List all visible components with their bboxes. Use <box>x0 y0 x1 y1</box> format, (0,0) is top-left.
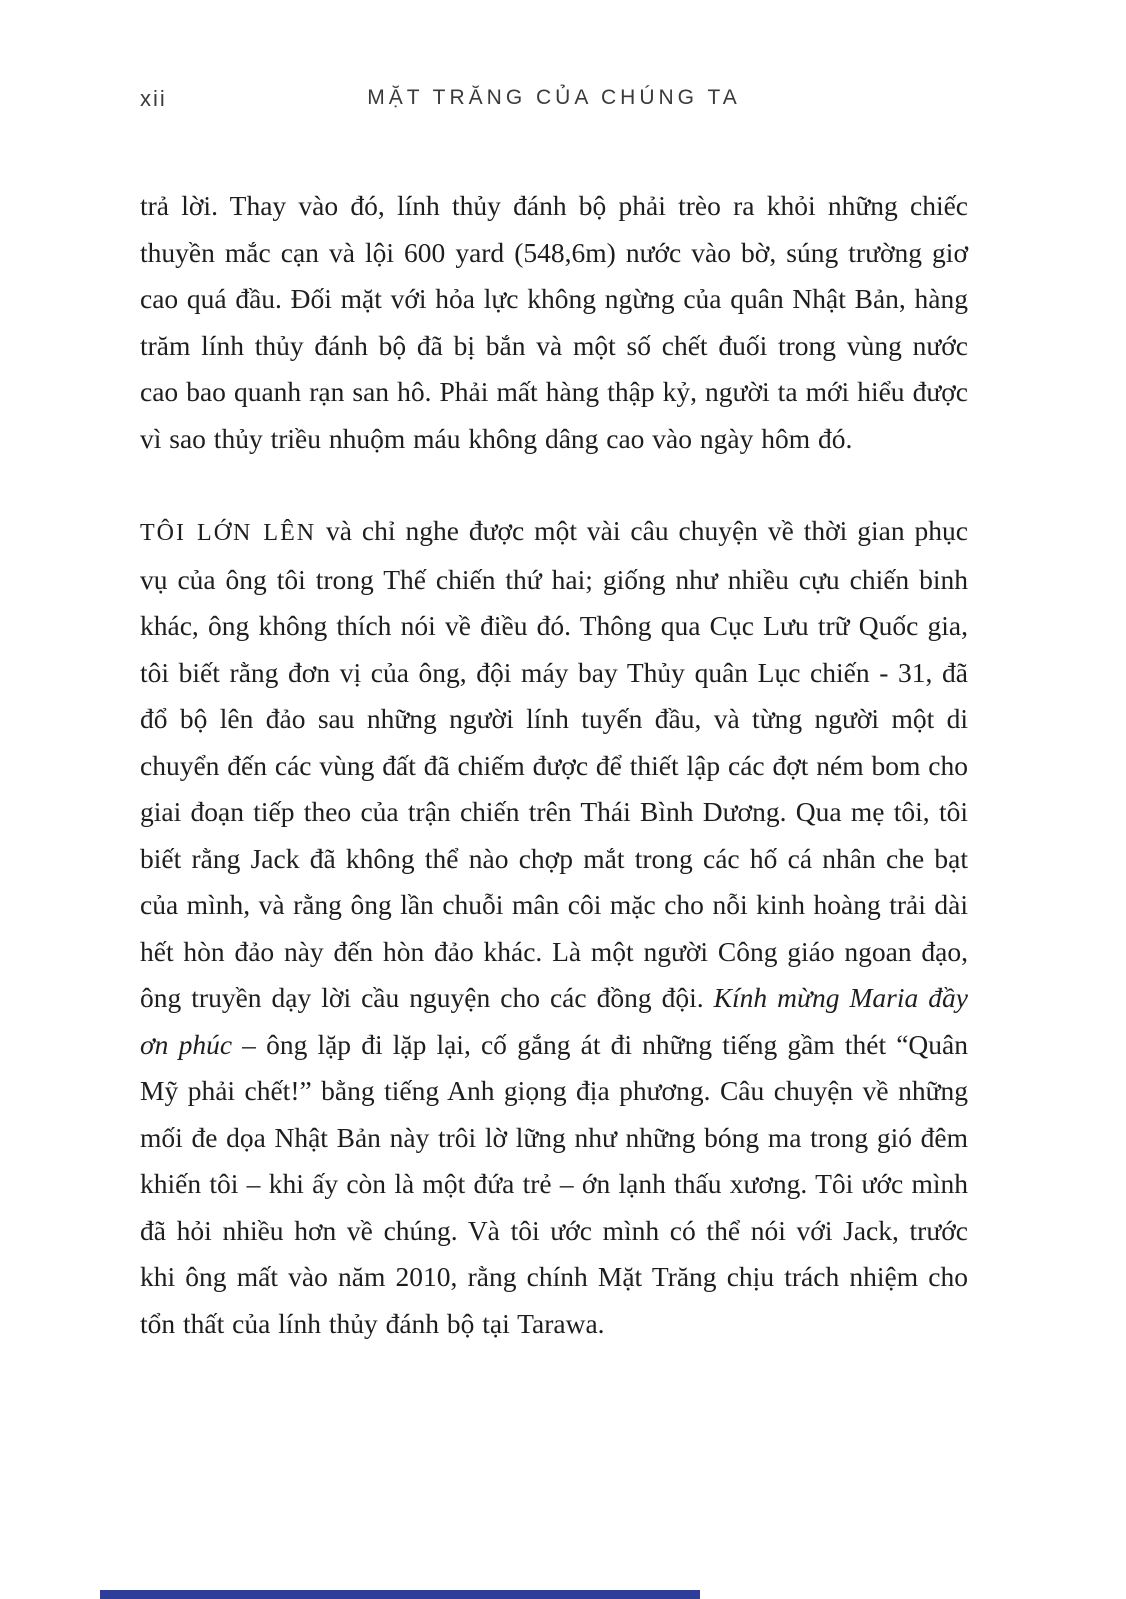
running-header <box>140 86 968 110</box>
paragraph-2-text-a: và chỉ nghe được một vài câu chuyện về thời gian phục vụ của ông tôi trong Thế chiến thứ hai; giống như nhiều cựu chiến binh khác, ông không thích nói về điều đó. Thông qua Cục Lưu trữ Quốc gia, tôi biết rằng đơn vị của ông, đội máy bay Thủy quân Lục chiến - 31, đã đổ bộ lên đảo sau những người lính tuyến đầu, và từng người một di chuyển đến các vùng đất đã chiếm được để thiết lập các đợt ném bom cho giai đoạn tiếp theo của trận chiến trên Thái Bình Dương. Qua mẹ tôi, tôi biết rằng Jack đã không thể nào chợp mắt trong các hố cá nhân che bạt của mình, và rằng ông lần chuỗi mân côi mặc cho nỗi kinh hoàng trải dài hết hòn đảo này đến hòn đảo khác. Là một người Công giáo ngoan đạo, ông truyền dạy lời cầu nguyện cho các đồng đội. <box>140 515 968 1013</box>
body-text <box>140 183 968 1347</box>
paragraph-2-italic-prayer: Kính mừng Maria đầy ơn phúc <box>140 982 968 1060</box>
paragraph-2 <box>140 508 968 1347</box>
bottom-edge-bar <box>100 1590 700 1599</box>
running-title: MẶT TRĂNG CỦA CHÚNG TA <box>367 86 741 109</box>
paragraph-1 <box>140 183 968 462</box>
paragraph-2-text-b: – ông lặp đi lặp lại, cố gắng át đi những tiếng gầm thét “Quân Mỹ phải chết!” bằng tiếng Anh giọng địa phương. Câu chuyện về những mối đe dọa Nhật Bản này trôi lờ lững như những bóng ma trong gió đêm khiến tôi – khi ấy còn là một đứa trẻ – ớn lạnh thấu xương. Tôi ước mình đã hỏi nhiều hơn về chúng. Và tôi ước mình có thể nói với Jack, trước khi ông mất vào năm 2010, rằng chính Mặt Trăng chịu trách nhiệm cho tổn thất của lính thủy đánh bộ tại Tarawa. <box>140 1028 968 1339</box>
page-number: xii <box>140 86 167 111</box>
paragraph-2-opener-smallcaps: TÔI LỚN LÊN <box>140 520 317 546</box>
paragraph-1-text: trả lời. Thay vào đó, lính thủy đánh bộ phải trèo ra khỏi những chiếc thuyền mắc cạn và lội 600 yard (548,6m) nước vào bờ, súng trường giơ cao quá đầu. Đối mặt với hỏa lực không ngừng của quân Nhật Bản, hàng trăm lính thủy đánh bộ đã bị bắn và một số chết đuối trong vùng nước cao bao quanh rạn san hô. Phải mất hàng thập kỷ, người ta mới hiểu được vì sao thủy triều nhuộm máu không dâng cao vào ngày hôm đó. <box>140 190 968 454</box>
